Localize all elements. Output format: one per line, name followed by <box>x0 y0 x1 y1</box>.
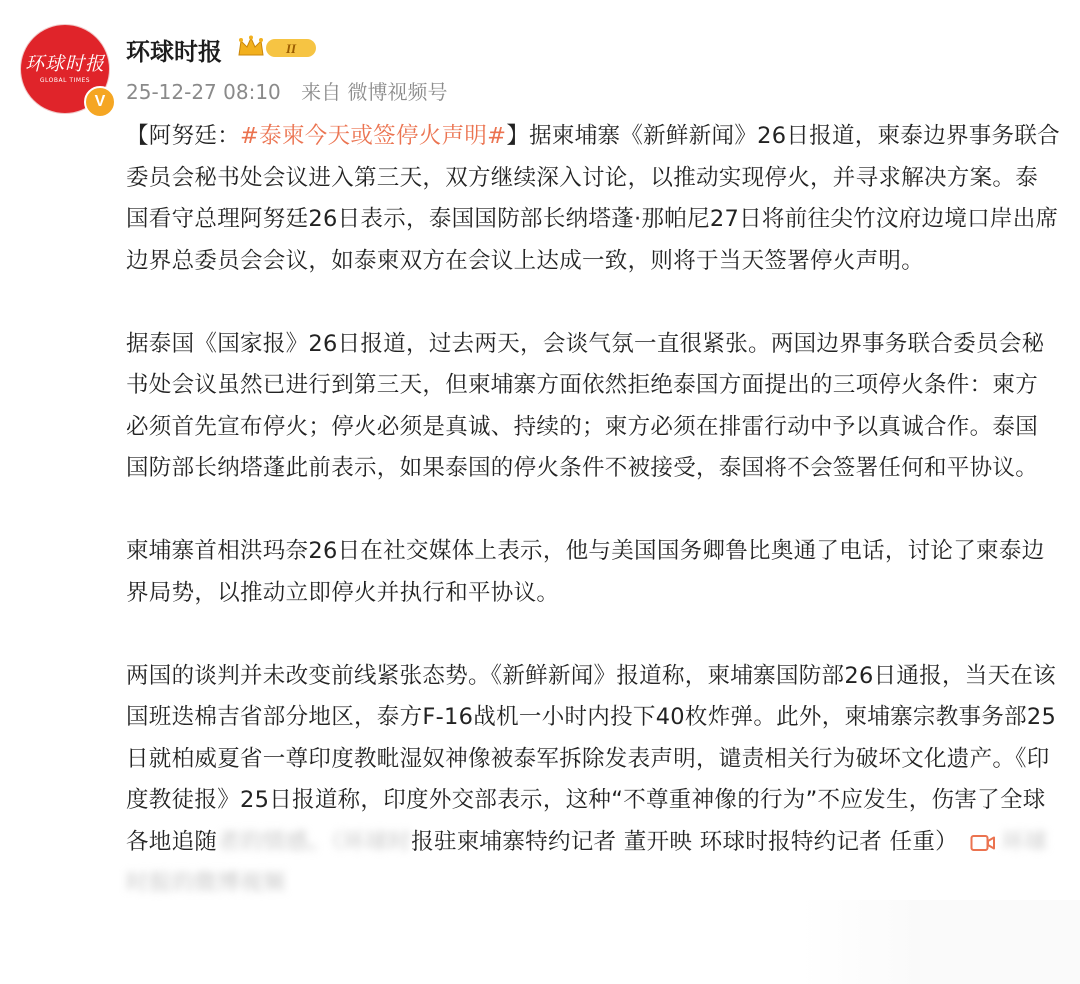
avatar[interactable] <box>20 24 110 114</box>
author-name[interactable]: 环球时报 <box>126 38 222 66</box>
post-timestamp[interactable]: 25-12-27 08:10 <box>126 80 281 104</box>
p4-blurred-text: 者的情感。（环球时 <box>217 828 412 855</box>
video-icon[interactable] <box>970 833 996 853</box>
p4-text: 两国的谈判并未改变前线紧张态势。《新鲜新闻》报道称，柬埔寨国防部26日通报，当天在该国班迭棉吉省部分地区，泰方F-16战机一小时内投下40枚炸弹。此外，柬埔寨宗教事务部25日就柏威夏省一尊印度教毗湿奴神像被泰军拆除发表声明，谴责相关行为破坏文化遗产。《印度教徒报》25日报道称，印度外交部表示，这种“不尊重神像的行为”不应发生，伤害了全球各地追随 <box>126 662 1057 855</box>
hashtag-link[interactable]: #泰柬今天或签停火声明# <box>240 123 507 149</box>
bottom-fade-overlay <box>800 900 1080 984</box>
paragraph-3: 柬埔寨首相洪玛奈26日在社交媒体上表示，他与美国国务卿鲁比奥通了电话，讨论了柬泰边界局势，以推动立即停火并执行和平协议。 <box>126 538 1045 606</box>
post-source[interactable]: 来自 微博视频号 <box>301 80 448 104</box>
p1-text: 】据柬埔寨《新鲜新闻》26日报道，柬泰边界事务联合委员会秘书处会议进入第三天，双方继续深入讨论，以推动实现停火，并寻求解决方案。泰国看守总理阿努廷26日表示，泰国国防部长纳塔蓬·那帕尼27日将前往尖竹汶府边境口岸出席边界总委员会会议，如泰柬双方在会议上达成一致，则将于当天签署停火声明。 <box>126 123 1060 274</box>
p4-tail: 报驻柬埔寨特约记者 董开映 环球时报特约记者 任重） <box>411 828 958 855</box>
paragraph-2: 据泰国《国家报》26日报道，过去两天，会谈气氛一直很紧张。两国边界事务联合委员会秘书处会议虽然已进行到第三天，但柬埔寨方面依然拒绝泰国方面提出的三项停火条件：柬方必须首先宣布停火；停火必须是真诚、持续的；柬方必须在排雷行动中予以真诚合作。泰国国防部长纳塔蓬此前表示，如果泰国的停火条件不被接受，泰国将不会签署任何和平协议。 <box>126 330 1045 481</box>
post-header <box>20 24 1060 114</box>
post-body <box>126 116 1060 905</box>
p1-prefix: 【阿努廷： <box>126 123 241 149</box>
crown-level-icon[interactable] <box>236 34 320 62</box>
video-link-blurred[interactable]: 环球时报的微博视频 <box>126 828 1048 896</box>
post-meta <box>126 76 462 105</box>
paragraph-4 <box>126 656 1060 905</box>
paragraph-1 <box>126 116 1060 282</box>
avatar-logo-subtext: GLOBAL TIMES <box>39 76 91 84</box>
avatar-logo-text: 环球时报 <box>24 52 105 75</box>
verified-v-icon: V <box>84 86 116 118</box>
level-badge-text: II <box>285 41 297 56</box>
